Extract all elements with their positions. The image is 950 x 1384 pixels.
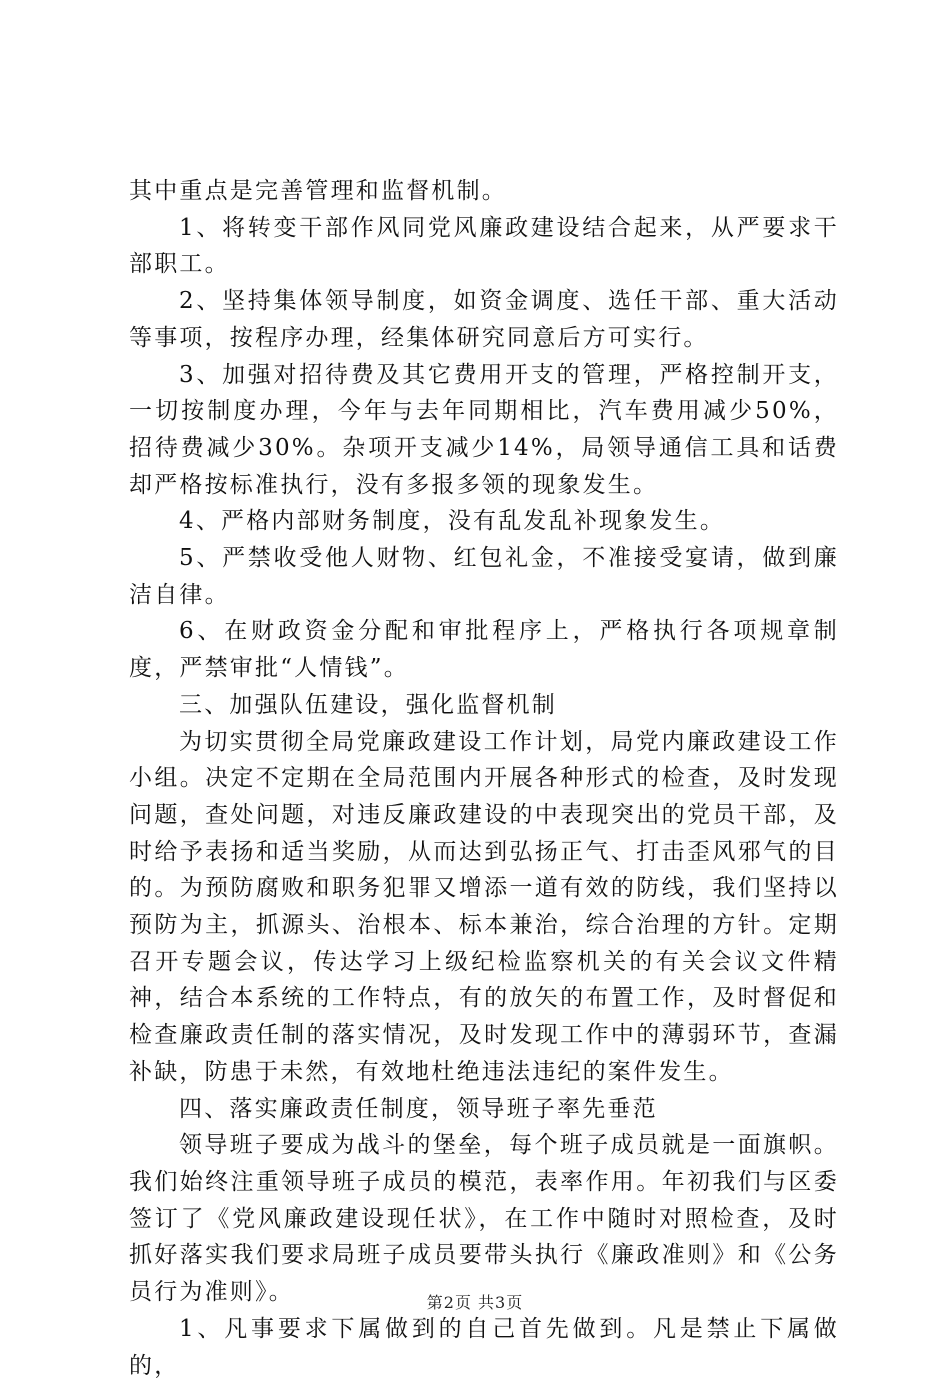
paragraph-9: 为切实贯彻全局党廉政建设工作计划，局党内廉政建设工作小组。决定不定期在全局范围内开展各种形式的检查，及时发现问题，查处问题，对违反廉政建设的中表现突出的党员干部，及时给予表扬和适当奖励，从而达到弘扬正气、打击歪风邪气的目的。为预防腐败和职务犯罪又增添一道有效的防线，我们坚持以预防为主，抓源头、治根本、标本兼治，综合治理的方针。定期召开专题会议，传达学习上级纪检监察机关的有关会议文件精神，结合本系统的工作特点，有的放矢的布置工作，及时督促和检查廉政责任制的落实情况，及时发现工作中的薄弱环节，查漏补缺，防患于未然，有效地杜绝违法违纪的案件发生。	[129, 728, 839, 1085]
section-heading-4: 四、落实廉政责任制度，领导班子率先垂范	[179, 1095, 658, 1122]
paragraph-6: 5、严禁收受他人财物、红包礼金，不准接受宴请，做到廉洁自律。	[129, 545, 839, 608]
paragraph-1: 其中重点是完善管理和监督机制。	[129, 178, 507, 204]
paragraph-2: 1、将转变干部作风同党风廉政建设结合起来，从严要求干部职工。	[129, 214, 839, 278]
paragraph-7: 6、在财政资金分配和审批程序上，严格执行各项规章制度，严禁审批“人情钱”。	[129, 618, 839, 682]
page-footer: 第2页 共3页	[426, 1293, 524, 1312]
document-body	[129, 173, 839, 1384]
paragraph-11: 领导班子要成为战斗的堡垒，每个班子成员就是一面旗帜。我们始终注重领导班子成员的模范，表率作用。年初我们与区委签订了《党风廉政建设现任状》，在工作中随时对照检查，及时抓好落实我们要求局班子成员要带头执行《廉政准则》和《公务员行为准则》。	[129, 1132, 839, 1306]
paragraph-4: 3、加强对招待费及其它费用开支的管理，严格控制开支，一切按制度办理，今年与去年同期相比，汽车费用减少50%，招待费减少30%。杂项开支减少14%，局领导通信工具和话费却严格按标准执行，没有多报多领的现象发生。	[129, 361, 839, 498]
paragraph-5: 4、严格内部财务制度，没有乱发乱补现象发生。	[179, 508, 726, 535]
paragraph-12: 1、凡事要求下属做到的自己首先做到。凡是禁止下属做的，	[129, 1315, 839, 1379]
paragraph-3: 2、坚持集体领导制度，如资金调度、选任干部、重大活动等事项，按程序办理，经集体研究同意后方可实行。	[129, 288, 839, 351]
section-heading-3: 三、加强队伍建设，强化监督机制	[179, 691, 557, 718]
